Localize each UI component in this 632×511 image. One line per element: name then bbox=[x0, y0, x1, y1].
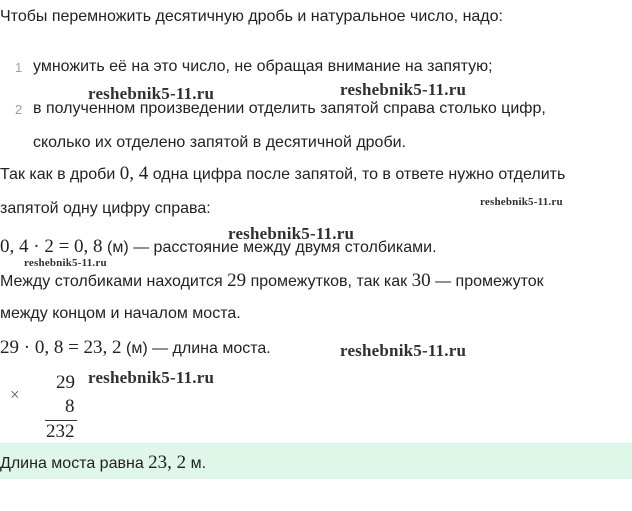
paragraph-1-line1 bbox=[0, 163, 565, 185]
paragraph-2-line2: между концом и началом моста. bbox=[0, 305, 241, 322]
answer-text-a: Длина моста равна bbox=[0, 455, 144, 472]
equation-1-text: (м) — расстояние между двумя столбиками. bbox=[107, 239, 437, 256]
paragraph-1-math: 0, 4 bbox=[119, 163, 149, 184]
equation-1-math: 0, 4 · 2 = 0, 8 bbox=[0, 236, 103, 257]
paragraph-2-text-c: — промежуток bbox=[435, 273, 544, 290]
paragraph-1-text-b: одна цифра после запятой, то в ответе нужно отделить bbox=[152, 166, 566, 183]
step-1-text: умножить её на это число, не обращая внимание на запятую; bbox=[33, 58, 493, 75]
step-2-number: 2 bbox=[15, 102, 23, 117]
multiplication-result: 232 bbox=[46, 421, 75, 442]
paragraph-2-math-1: 29 bbox=[227, 270, 247, 291]
step-1-number: 1 bbox=[15, 60, 23, 75]
multiplication-top-operand: 29 bbox=[56, 372, 75, 393]
answer-math: 23, 2 bbox=[148, 452, 187, 473]
multiplication-bottom-operand: 8 bbox=[65, 396, 75, 417]
watermark: reshebnik5-11.ru bbox=[340, 80, 467, 99]
equation-2 bbox=[0, 337, 271, 359]
equation-2-text: (м) — длина моста. bbox=[126, 340, 271, 357]
paragraph-2-math-2: 30 bbox=[411, 270, 431, 291]
watermark: reshebnik5-11.ru bbox=[340, 341, 467, 360]
multiplication-sign: × bbox=[10, 385, 20, 404]
watermark: reshebnik5-11.ru bbox=[480, 196, 563, 208]
answer-text-b: м. bbox=[190, 455, 207, 472]
equation-2-math: 29 · 0, 8 = 23, 2 bbox=[0, 337, 122, 358]
watermark: reshebnik5-11.ru bbox=[228, 224, 355, 243]
paragraph-1-line2: запятой одну цифру справа: bbox=[0, 200, 211, 217]
watermark: reshebnik5-11.ru bbox=[24, 257, 107, 269]
step-2-text-line1: в полученном произведении отделить запятой справа столько цифр, bbox=[33, 100, 546, 117]
step-2-text-line2: сколько их отделено запятой в десятичной дроби. bbox=[33, 134, 406, 151]
intro-text: Чтобы перемножить десятичную дробь и натуральное число, надо: bbox=[0, 8, 503, 25]
watermark: reshebnik5-11.ru bbox=[88, 84, 215, 103]
paragraph-2-line1 bbox=[0, 270, 544, 292]
watermark: reshebnik5-11.ru bbox=[88, 368, 215, 387]
answer-text bbox=[0, 452, 206, 474]
paragraph-2-text-b: промежутков, так как bbox=[250, 273, 408, 290]
paragraph-2-text-a: Между столбиками находится bbox=[0, 273, 223, 290]
paragraph-1-text-a: Так как в дроби bbox=[0, 166, 116, 183]
equation-1 bbox=[0, 236, 437, 258]
